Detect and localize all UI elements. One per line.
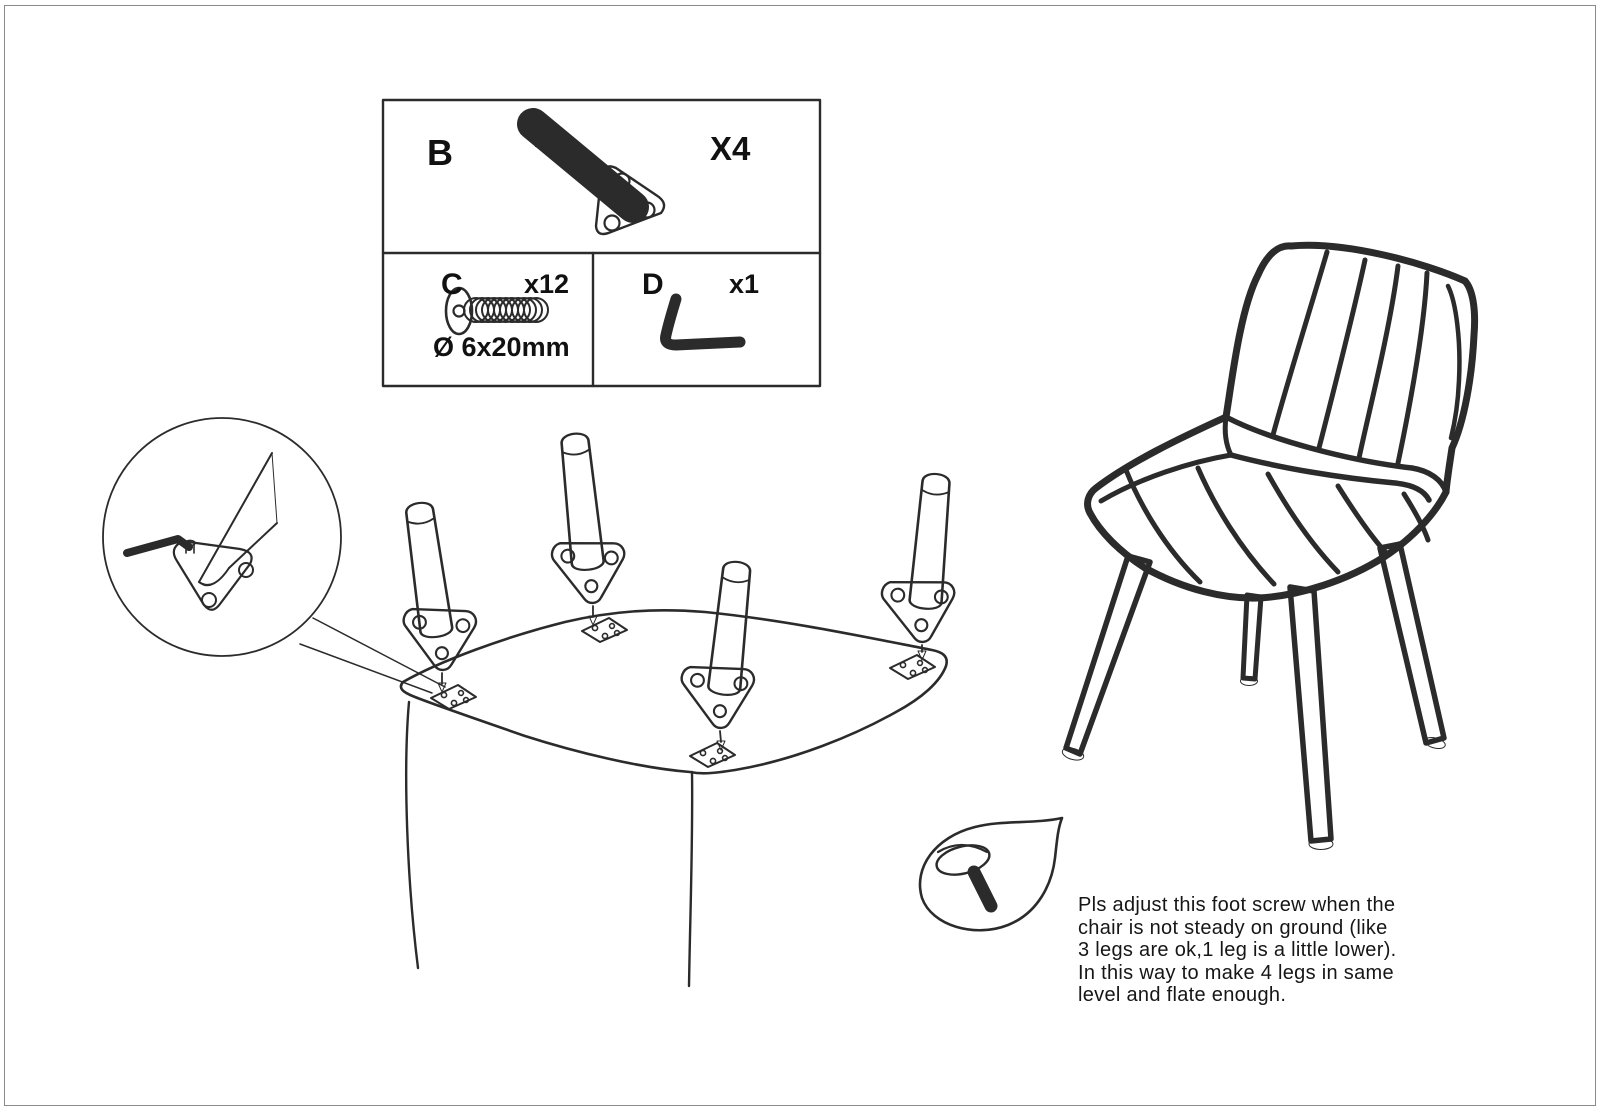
note-line: 3 legs are ok,1 leg is a little lower). — [1078, 939, 1397, 961]
part-d-qty: x1 — [729, 269, 760, 299]
part-c-label: C — [441, 268, 463, 301]
leg-assembly-4 — [881, 473, 958, 645]
part-d-label: D — [642, 268, 664, 301]
seat-assembly-drawing — [401, 432, 958, 986]
leg-assembly-3 — [681, 560, 756, 730]
assembled-chair-drawing — [1061, 245, 1475, 849]
foot-screw-note — [1078, 894, 1458, 1007]
note-line: In this way to make 4 legs in same — [1078, 961, 1394, 984]
part-b-qty: X4 — [710, 130, 751, 167]
note-line: level and flate enough. — [1078, 984, 1287, 1006]
foot-screw-bubble — [920, 818, 1062, 930]
leg-part-drawing — [533, 122, 664, 234]
part-b-label: B — [427, 132, 453, 173]
part-c-size: Ø 6x20mm — [433, 332, 570, 362]
assembly-detail-circle — [103, 418, 445, 693]
note-line: chair is not steady on ground (like — [1078, 916, 1388, 939]
note-line: Pls adjust this foot screw when the — [1078, 894, 1396, 916]
foot-screw-drawing — [934, 840, 994, 906]
part-c-qty: x12 — [524, 269, 570, 299]
leg-assembly-1 — [403, 501, 479, 672]
leg-assembly-2 — [551, 432, 628, 606]
allen-key-part-drawing — [666, 299, 740, 345]
